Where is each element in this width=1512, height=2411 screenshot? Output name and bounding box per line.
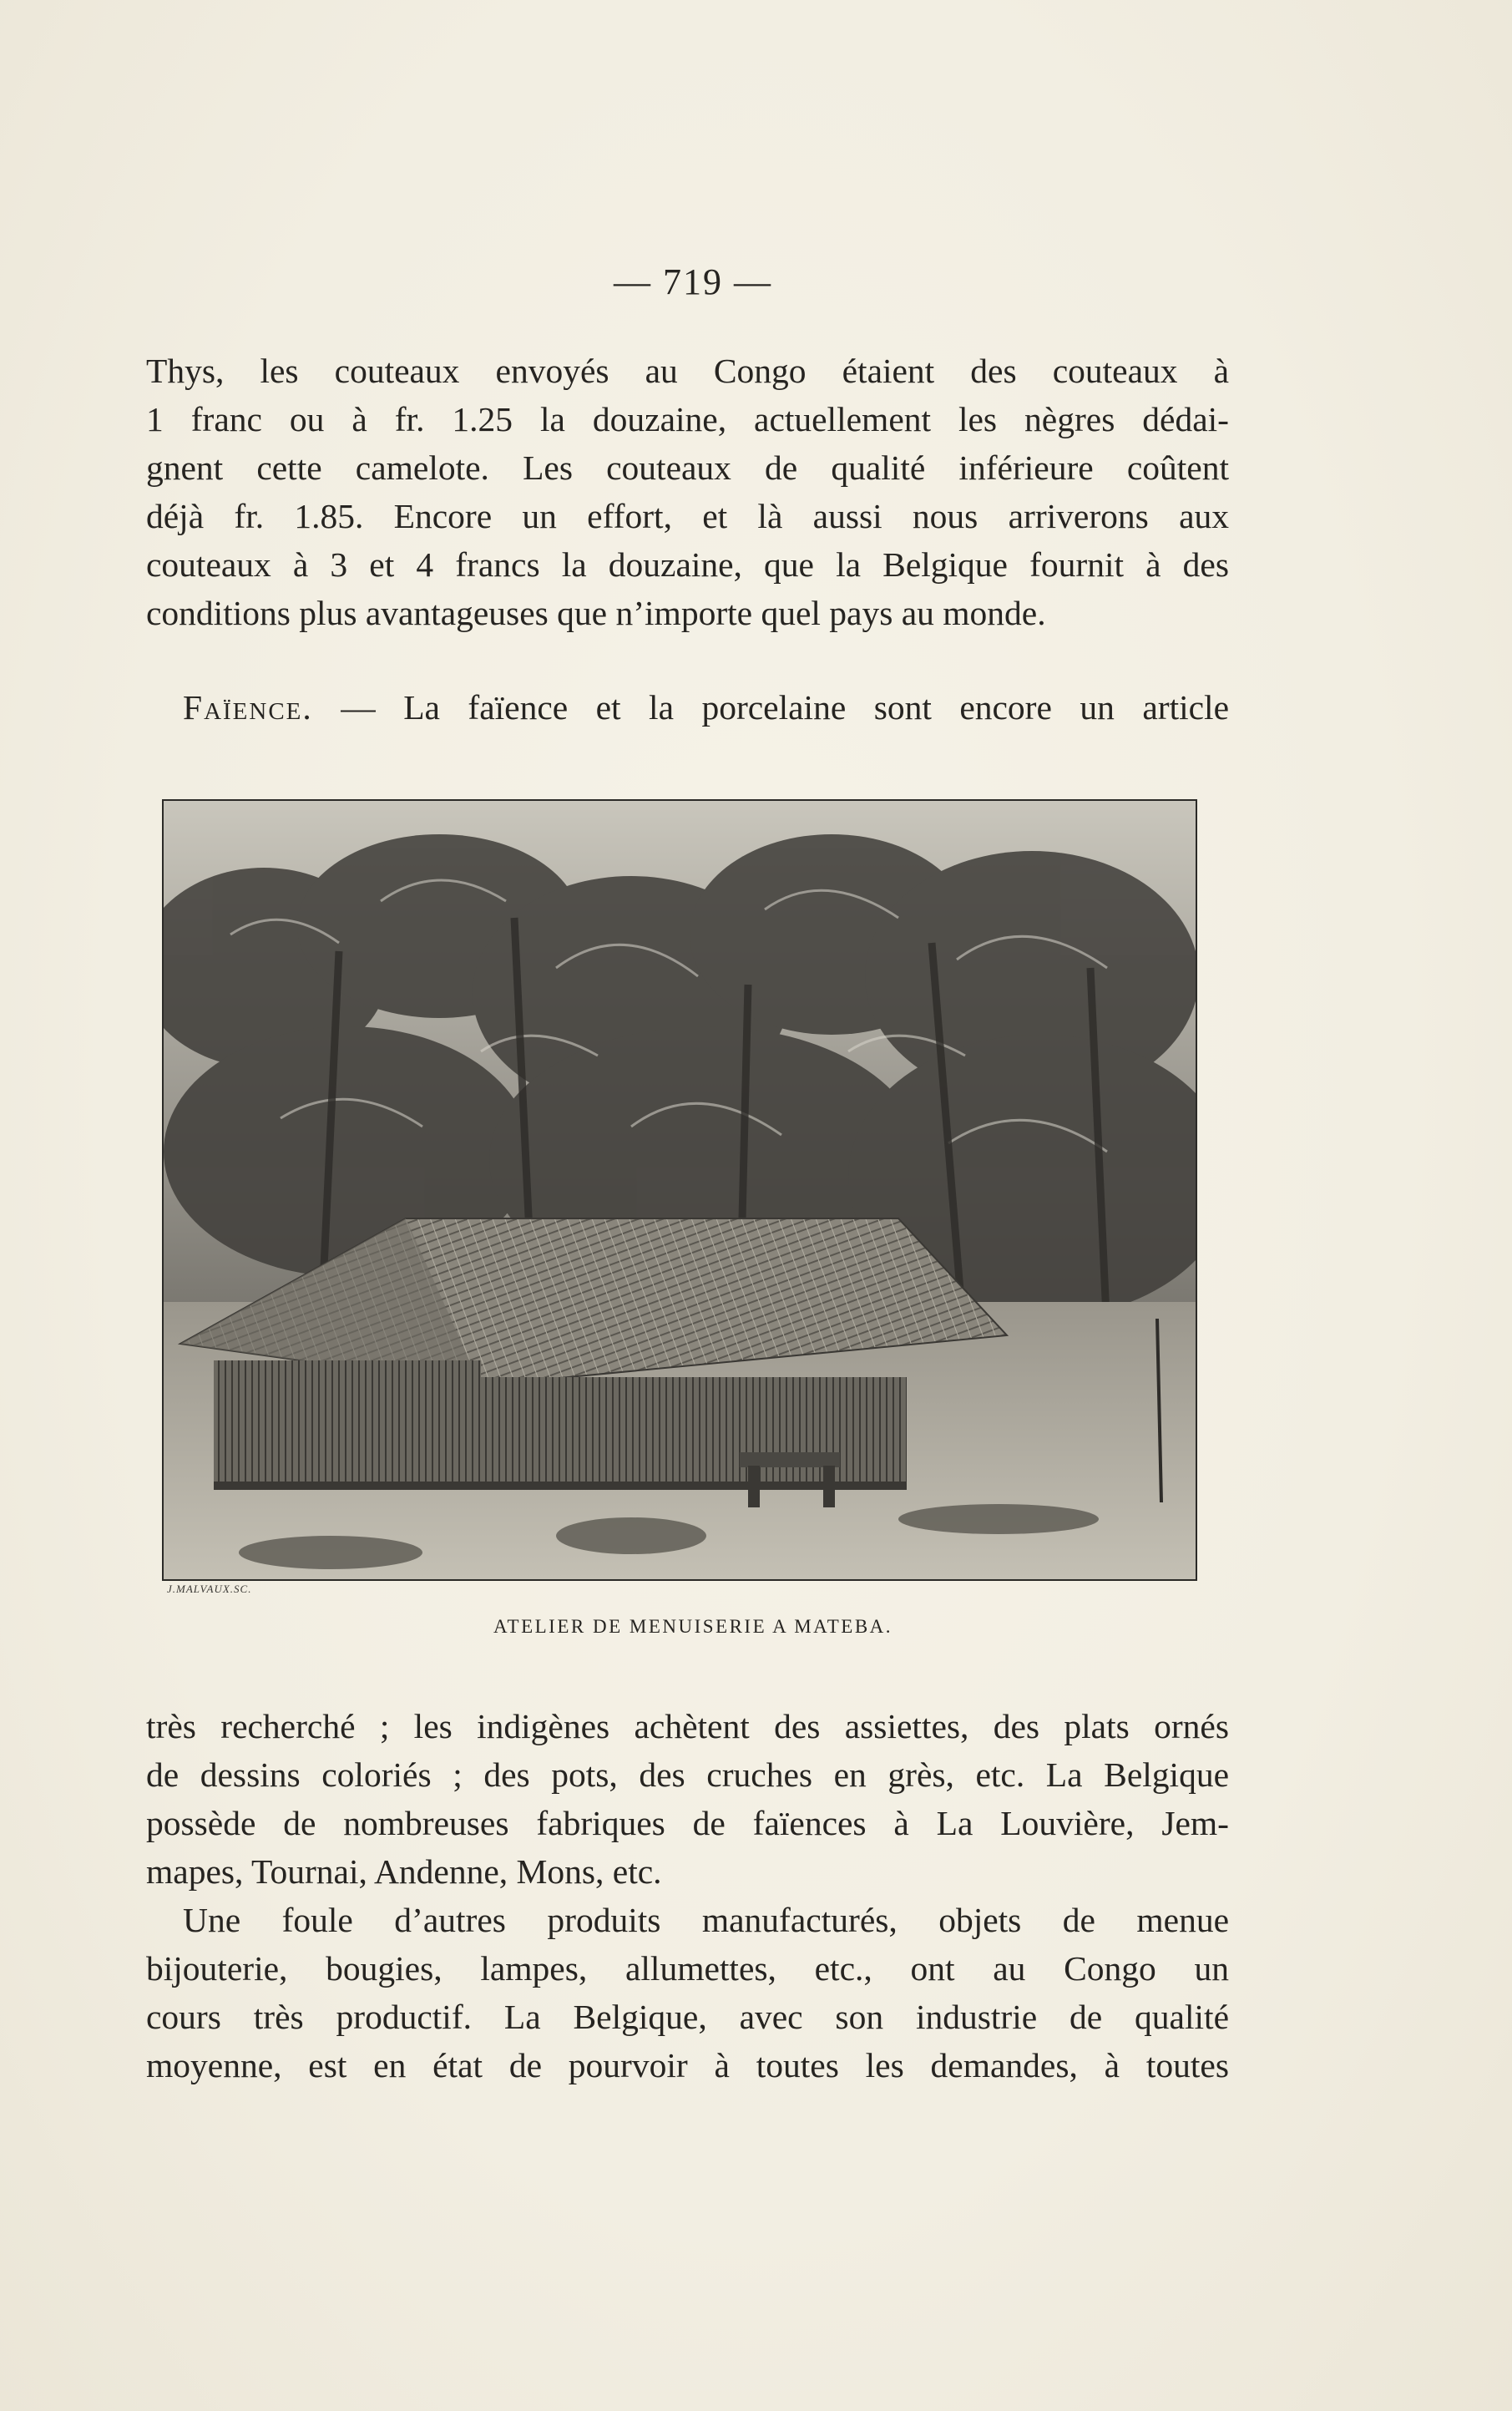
paragraph-faience-intro (146, 683, 1229, 732)
text-line: bijouterie, bougies, lampes, allumettes, etc., ont au Congo un (146, 1949, 1229, 1988)
text-line: gnent cette camelote. Les couteaux de qualité inférieure coûtent (146, 448, 1229, 487)
figure-caption: ATELIER DE MENUISERIE A MATEBA. (493, 1616, 893, 1637)
text-line: Une foule d’autres produits manufacturés, objets de menue (183, 1901, 1229, 1939)
paragraph-faience (146, 1702, 1229, 1896)
text-line: de dessins coloriés ; des pots, des cruches en grès, etc. La Belgique (146, 1755, 1229, 1794)
section-intro: — La faïence et la porcelaine sont encore un article (341, 688, 1229, 727)
text-line: couteaux à 3 et 4 francs la douzaine, que la Belgique fournit à des (146, 545, 1229, 584)
text-line: mapes, Tournai, Andenne, Mons, etc. (146, 1852, 662, 1891)
page-number: — 719 — (614, 261, 772, 302)
illustration-workshop-photo (162, 799, 1197, 1581)
text-line: cours très productif. La Belgique, avec son industrie de qualité (146, 1998, 1229, 2036)
paragraph-other-products (146, 1896, 1229, 2089)
engraver-signature: J.MALVAUX.SC. (167, 1583, 252, 1595)
text-line: possède de nombreuses fabriques de faïences à La Louvière, Jem- (146, 1804, 1229, 1842)
text-line: moyenne, est en état de pourvoir à toutes les demandes, à toutes (146, 2046, 1229, 2084)
section-heading: Faïence. (183, 688, 313, 727)
text-line: très recherché ; les indigènes achètent des assiettes, des plats ornés (146, 1707, 1229, 1745)
text-line: Thys, les couteaux envoyés au Congo étaient des couteaux à (146, 352, 1229, 390)
text-line: 1 franc ou à fr. 1.25 la douzaine, actuellement les nègres dédai- (146, 400, 1229, 438)
paragraph-knives (146, 347, 1229, 637)
text-line: conditions plus avantageuses que n’importe quel pays au monde. (146, 594, 1046, 632)
text-line: déjà fr. 1.85. Encore un effort, et là aussi nous arriverons aux (146, 497, 1229, 535)
text-line (146, 683, 1229, 732)
